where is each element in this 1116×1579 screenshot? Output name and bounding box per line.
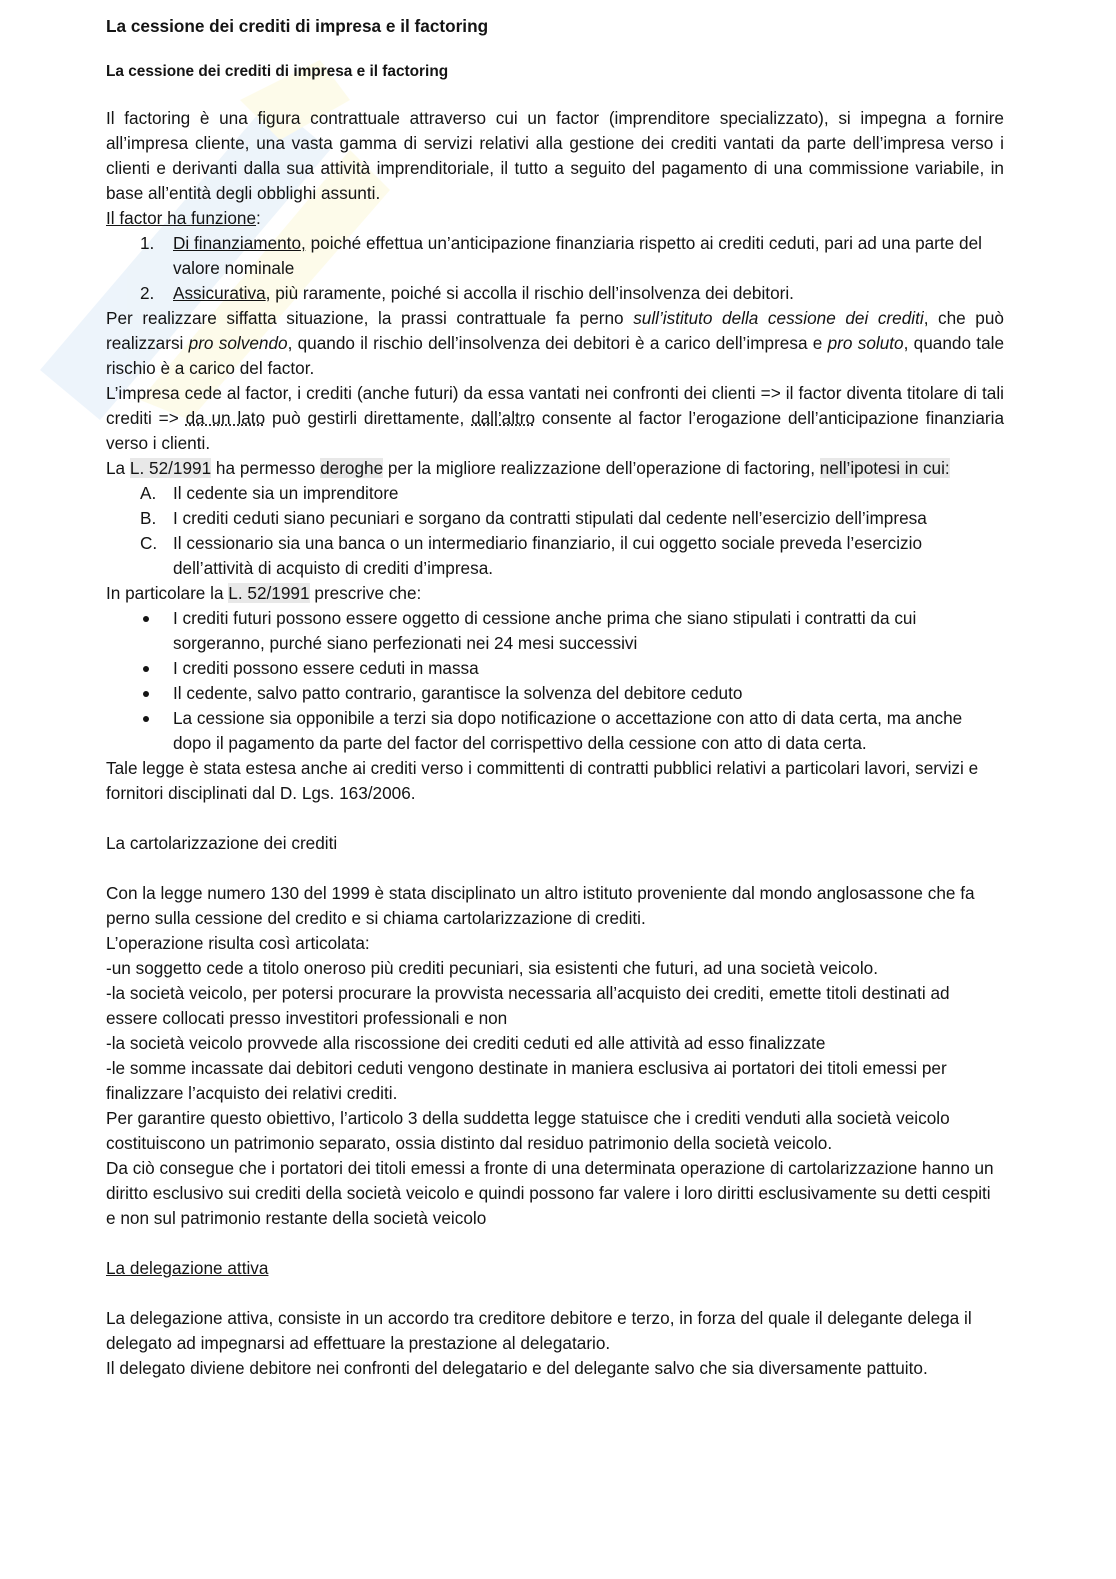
spacer xyxy=(106,856,1004,881)
funzione-text: , più raramente, poiché si accolla il rischio dell’insolvenza dei debitori. xyxy=(265,283,794,303)
italic-run: sull’istituto della cessione dei crediti xyxy=(633,308,924,328)
funzione-text: poiché effettua un’anticipazione finanziaria rispetto ai crediti ceduti, pari ad una parte del valore nominale xyxy=(173,233,982,278)
list-text: I crediti ceduti siano pecuniari e sorgano da contratti stipulati dal cedente nell’esercizio dell’impresa xyxy=(173,508,927,528)
spacer xyxy=(106,1231,1004,1256)
list-text: I crediti futuri possono essere oggetto di cessione anche prima che siano stipulati i contratti da cui sorgeranno, purché siano perfezionati nei 24 mesi successivi xyxy=(173,608,917,653)
list-marker: C. xyxy=(140,533,158,553)
factor-funzione-label: Il factor ha funzione xyxy=(106,208,257,228)
text-run: consente al factor l’erogazione dell’anticipazione finanziaria verso i clienti. xyxy=(106,408,1005,453)
cartolarizzazione-paragraph: -un soggetto cede a titolo oneroso più crediti pecuniari, sia esistenti che futuri, ad una società veicolo. xyxy=(106,958,878,978)
cartolarizzazione-heading: La cartolarizzazione dei crediti xyxy=(106,833,338,853)
factor-funzione-heading: Il factor ha funzione: xyxy=(106,208,261,228)
impresa-paragraph xyxy=(106,381,1004,456)
list-marker: 1. xyxy=(140,233,155,253)
list-item xyxy=(106,656,1004,681)
highlighted-run: deroghe xyxy=(320,458,384,478)
list-item xyxy=(106,481,1004,506)
intro-paragraph: Il factoring è una figura contrattuale attraverso cui un factor (imprenditore specializzato), si impegna a fornire all’impresa cliente, una vasta gamma di servizi relativi alla gestione dei crediti vantati da parte dell’impresa verso i clienti e derivanti dalla sua attività imprenditoriale, il tutto a seguito del pagamento di una commissione variabile, in base all’entità degli obblighi assunti. xyxy=(106,108,1004,203)
text-run: Per realizzare siffatta situazione, la prassi contrattuale fa perno xyxy=(106,308,634,328)
delegazione-paragraph: Il delegato diviene debitore nei confronti del delegatario e del delegante salvo che sia diversamente pattuito. xyxy=(106,1358,928,1378)
text-run: In particolare la xyxy=(106,583,229,603)
text-run: , quando il rischio dell’insolvenza dei debitori è a carico dell’impresa e xyxy=(287,333,828,353)
italic-run: pro soluto xyxy=(827,333,904,353)
text-run: ha permesso xyxy=(211,458,321,478)
text-run: dall’altro xyxy=(471,408,536,428)
list-text: I crediti possono essere ceduti in massa xyxy=(173,658,479,678)
highlighted-run: nell’ipotesi in cui: xyxy=(819,458,950,478)
estesa-paragraph: Tale legge è stata estesa anche ai crediti verso i committenti di contratti pubblici relativi a particolari lavori, servizi e fornitori disciplinati dal D. Lgs. 163/2006. xyxy=(106,758,979,803)
text-run: L’impresa cede al factor, i crediti (anche futuri) da essa vantati nei confronti dei clienti => il factor diventa titolare di tali crediti => xyxy=(106,383,1004,428)
cartolarizzazione-paragraph: Con la legge numero 130 del 1999 è stata disciplinato un altro istituto proveniente dal mondo anglosassone che fa perno sulla cessione del credito e si chiama cartolarizzazione di crediti. xyxy=(106,883,975,928)
delegazione-paragraph: La delegazione attiva, consiste in un accordo tra creditore debitore e terzo, in forza del quale il delegante delega il delegato ad impegnarsi ad effettuare la prestazione al delegatario. xyxy=(106,1308,972,1353)
funzioni-list xyxy=(106,231,1004,306)
cartolarizzazione-paragraph: -la società veicolo provvede alla riscossione dei crediti ceduti ed alle attività ad esso finalizzate xyxy=(106,1033,826,1053)
text-run: da un lato xyxy=(185,408,266,428)
list-item xyxy=(106,606,1004,656)
list-item xyxy=(106,681,1004,706)
list-item xyxy=(106,531,1004,581)
prassi-paragraph xyxy=(106,306,1004,381)
cartolarizzazione-paragraph: -la società veicolo, per potersi procurare la provvista necessaria all’acquisto dei crediti, emette titoli destinati ad essere collocati presso investitori professionali e non xyxy=(106,983,950,1028)
document-body xyxy=(106,14,1004,1381)
document-title: La cessione dei crediti di impresa e il factoring xyxy=(106,16,489,36)
funzione-head: Assicurativa xyxy=(173,283,266,303)
highlighted-run: L. 52/1991 xyxy=(129,458,212,478)
text-run: prescrive che: xyxy=(309,583,422,603)
cartolarizzazione-paragraph: L’operazione risulta così articolata: xyxy=(106,933,370,953)
cartolarizzazione-paragraph: -le somme incassate dai debitori ceduti vengono destinate in maniera esclusiva ai portatori dei titoli emessi per finalizzare l’acquisto dei relativi crediti. xyxy=(106,1058,947,1103)
highlighted-run: L. 52/1991 xyxy=(228,583,310,603)
ipotesi-list xyxy=(106,481,1004,581)
bullet-icon xyxy=(143,616,149,622)
text-run: per la migliore realizzazione dell’operazione di factoring, xyxy=(383,458,820,478)
list-item xyxy=(106,506,1004,531)
list-item xyxy=(106,281,1004,306)
list-text: Il cessionario sia una banca o un intermediario finanziario, il cui oggetto sociale preveda l’esercizio dell’attività di acquisto di crediti d’impresa. xyxy=(173,533,923,578)
legge-paragraph xyxy=(106,456,1004,481)
document-subtitle: La cessione dei crediti di impresa e il factoring xyxy=(106,63,449,80)
cartolarizzazione-paragraph: Da ciò consegue che i portatori dei titoli emessi a fronte di una determinata operazione di cartolarizzazione hanno un diritto esclusivo sui crediti della società veicolo e quindi possono far valere i loro diritti esclusivamente su detti cespiti e non sul patrimonio restante della società veicolo xyxy=(106,1158,994,1228)
list-text: Il cedente, salvo patto contrario, garantisce la solvenza del debitore ceduto xyxy=(173,683,743,703)
text-run: , quando tale rischio è a carico del factor. xyxy=(106,333,1004,378)
list-item xyxy=(106,231,1004,281)
text-run: La xyxy=(106,458,130,478)
list-item xyxy=(106,706,1004,756)
list-marker: B. xyxy=(140,508,157,528)
italic-run: pro solvendo xyxy=(188,333,288,353)
text-run: , che può realizzarsi xyxy=(106,308,1004,353)
prescrizioni-list xyxy=(106,606,1004,756)
list-text: Il cedente sia un imprenditore xyxy=(173,483,399,503)
bullet-icon xyxy=(143,691,149,697)
delegazione-heading: La delegazione attiva xyxy=(106,1258,269,1278)
list-text: La cessione sia opponibile a terzi sia dopo notificazione o accettazione con atto di data certa, ma anche dopo il pagamento da parte del factor del corrispettivo della cessione con atto di data certa. xyxy=(173,708,963,753)
particolare-paragraph xyxy=(106,581,1004,606)
spacer xyxy=(106,1281,1004,1306)
list-marker: A. xyxy=(140,483,157,503)
text-run: può gestirli direttamente, xyxy=(265,408,472,428)
bullet-icon xyxy=(143,666,149,672)
list-marker: 2. xyxy=(140,283,155,303)
cartolarizzazione-paragraph: Per garantire questo obiettivo, l’articolo 3 della suddetta legge statuisce che i crediti venduti alla società veicolo costituiscono un patrimonio separato, ossia distinto dal residuo patrimonio della società veicolo. xyxy=(106,1108,950,1153)
spacer xyxy=(106,806,1004,831)
bullet-icon xyxy=(143,716,149,722)
funzione-head: Di finanziamento, xyxy=(173,233,306,253)
